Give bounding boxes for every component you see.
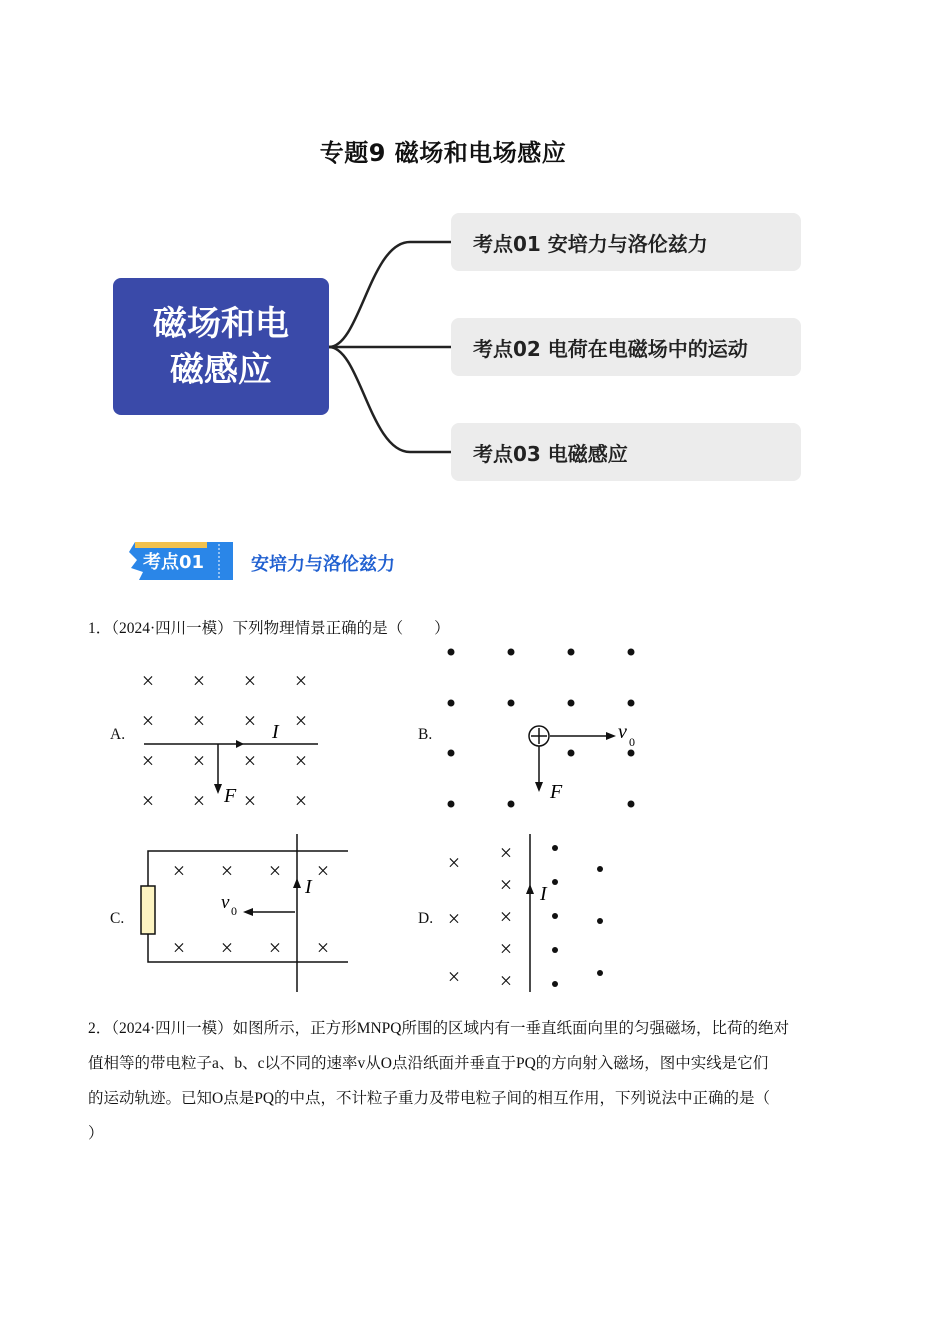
cross-mark: × (447, 964, 461, 989)
mindmap-center-line1: 磁场和电 (153, 303, 289, 344)
option-c-figure (135, 832, 355, 994)
option-a-figure (130, 660, 330, 820)
cross-mark: × (499, 968, 513, 993)
dot-mark (552, 947, 558, 953)
option-b-label: B. (418, 726, 433, 743)
current-label: I (272, 721, 279, 743)
mindmap-branch-3: 考点03 电磁感应 (451, 423, 801, 481)
section-badge-label: 考点01 (143, 552, 205, 573)
dot-mark (628, 750, 635, 757)
cross-mark: × (192, 668, 206, 693)
page-title: 专题9 磁场和电场感应 (319, 139, 567, 167)
question-2-line-4: ） (88, 1125, 104, 1142)
cross-mark: × (243, 708, 257, 733)
cross-mark: × (316, 935, 330, 960)
cross-mark: × (243, 748, 257, 773)
question-2-line-3: 的运动轨迹。已知O点是PQ的中点，不计粒子重力及带电粒子间的相互作用，下列说法中正确的是（ (88, 1090, 771, 1107)
section-badge (127, 540, 237, 580)
dot-mark (568, 700, 575, 707)
dot-mark (597, 970, 603, 976)
velocity-label: v (618, 721, 627, 743)
question-2-stem (88, 1011, 863, 1151)
cross-mark: × (447, 906, 461, 931)
cross-mark: × (141, 668, 155, 693)
cross-mark: × (499, 872, 513, 897)
force-label: F (550, 781, 563, 803)
cross-mark: × (316, 858, 330, 883)
resistor-icon (141, 886, 155, 934)
question-2-number: 2． (88, 1020, 112, 1037)
cross-mark: × (220, 935, 234, 960)
question-1-number: 1． (88, 620, 112, 637)
option-d-figure (440, 832, 620, 994)
current-arrowhead (236, 740, 244, 748)
dot-mark (508, 700, 515, 707)
dot-mark (628, 700, 635, 707)
cross-mark: × (220, 858, 234, 883)
option-b-figure (440, 640, 660, 810)
dot-mark (448, 801, 455, 808)
dot-mark (552, 981, 558, 987)
cross-mark: × (499, 936, 513, 961)
cross-mark: × (499, 840, 513, 865)
current-arrowhead (526, 884, 534, 894)
cross-mark: × (172, 935, 186, 960)
cross-mark: × (192, 708, 206, 733)
dot-mark (597, 918, 603, 924)
dot-mark (448, 649, 455, 656)
cross-mark: × (141, 708, 155, 733)
cross-mark: × (243, 668, 257, 693)
dot-mark (628, 649, 635, 656)
question-2-line-2: 值相等的带电粒子a、b、c以不同的速率v从O点沿纸面并垂直于PQ的方向射入磁场，图中实线是它们 (88, 1055, 769, 1072)
dot-mark (597, 866, 603, 872)
current-label: I (305, 876, 312, 898)
dot-mark (628, 801, 635, 808)
current-arrowhead (293, 878, 301, 888)
cross-mark: × (294, 708, 308, 733)
velocity-subscript: 0 (629, 735, 635, 749)
force-arrowhead (535, 782, 543, 792)
mindmap-branch-1: 考点01 安培力与洛伦兹力 (451, 213, 801, 271)
dot-mark (508, 801, 515, 808)
velocity-arrowhead (606, 732, 616, 740)
section-badge-shape (127, 540, 237, 580)
cross-mark: × (294, 748, 308, 773)
cross-mark: × (294, 788, 308, 813)
cross-mark: × (294, 668, 308, 693)
velocity-label: v (221, 892, 230, 913)
current-label: I (540, 883, 547, 905)
question-1-stem (88, 616, 450, 638)
cross-mark: × (499, 904, 513, 929)
dot-mark (552, 879, 558, 885)
option-d-label: D. (418, 910, 434, 927)
cross-mark: × (141, 748, 155, 773)
dot-mark (508, 649, 515, 656)
force-arrowhead (214, 784, 222, 794)
velocity-subscript: 0 (231, 904, 237, 918)
mindmap-center-line2: 磁感应 (170, 349, 272, 390)
cross-mark: × (268, 935, 282, 960)
cross-mark: × (447, 850, 461, 875)
dot-mark (448, 700, 455, 707)
dot-mark (552, 913, 558, 919)
dot-mark (448, 750, 455, 757)
cross-mark: × (192, 788, 206, 813)
dot-mark (568, 750, 575, 757)
mindmap-branch-2: 考点02 电荷在电磁场中的运动 (451, 318, 801, 376)
dot-mark (568, 649, 575, 656)
force-label: F (224, 785, 237, 807)
cross-mark: × (172, 858, 186, 883)
cross-mark: × (192, 748, 206, 773)
cross-mark: × (243, 788, 257, 813)
cross-mark: × (141, 788, 155, 813)
option-a-label: A. (110, 726, 126, 743)
question-1-text: （2024·四川一模）下列物理情景正确的是（ ） (111, 620, 450, 637)
dot-mark (552, 845, 558, 851)
velocity-arrowhead (243, 908, 253, 916)
cross-mark: × (268, 858, 282, 883)
mindmap-center-node (113, 278, 329, 415)
option-c-label: C. (110, 910, 125, 927)
section-title: 安培力与洛伦兹力 (251, 554, 395, 575)
question-2-line-1: 2．（2024·四川一模）如图所示，正方形MNPQ所围的区域内有一垂直纸面向里的匀强磁场，比荷的绝对 (88, 1020, 789, 1037)
